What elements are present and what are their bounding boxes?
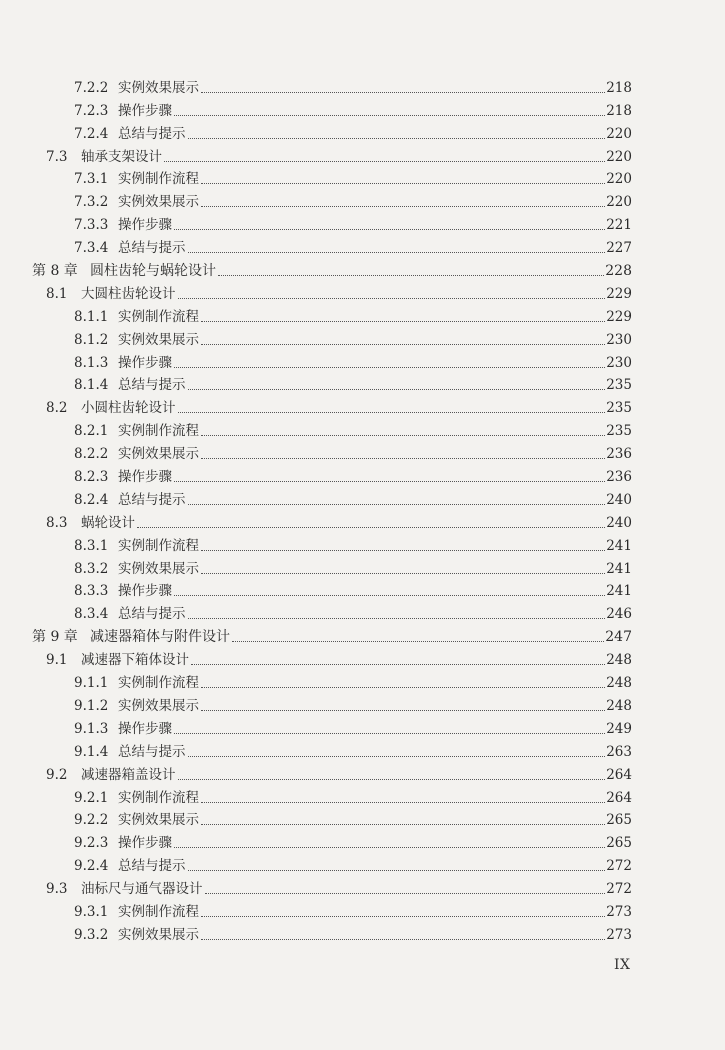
toc-entry-title: 实例效果展示 <box>118 697 199 714</box>
toc-entry-title: 圆柱齿轮与蜗轮设计 <box>90 263 216 280</box>
toc-entry-page: 220 <box>606 194 632 211</box>
toc-entry-title: 实例制作流程 <box>118 675 199 692</box>
toc-entry-number: 7.2.2 <box>74 79 109 96</box>
toc-subsection-entry <box>32 325 632 348</box>
toc-chapter-entry <box>32 622 632 645</box>
dot-leader <box>188 138 606 139</box>
toc-entry-number: 7.3 <box>46 148 68 165</box>
toc-entry-number: 8.1.2 <box>74 331 109 348</box>
toc-subsection-entry <box>32 119 632 142</box>
dot-leader <box>201 206 605 207</box>
toc-entry-title: 减速器箱盖设计 <box>81 766 176 783</box>
toc-entry-title: 实例效果展示 <box>118 194 199 211</box>
toc-entry-title: 减速器箱体与附件设计 <box>90 629 230 646</box>
toc-entry-page: 265 <box>606 835 632 852</box>
toc-entry-page: 229 <box>606 285 632 302</box>
toc-subsection-entry <box>32 485 632 508</box>
dot-leader <box>178 779 606 780</box>
toc-entry-number: 8.1.4 <box>74 377 109 394</box>
toc-entry-title: 总结与提示 <box>118 240 186 257</box>
toc-chapter-entry <box>32 256 632 279</box>
dot-leader <box>178 412 606 413</box>
toc-entry-page: 263 <box>606 743 632 760</box>
toc-entry-title: 实例效果展示 <box>118 812 199 829</box>
toc-subsection-entry <box>32 554 632 577</box>
toc-entry-number: 9.2.4 <box>74 858 109 875</box>
toc-entry-title: 操作步骤 <box>118 469 172 486</box>
dot-leader <box>201 92 605 93</box>
toc-entry-title: 操作步骤 <box>118 354 172 371</box>
toc-entry-page: 229 <box>606 308 632 325</box>
toc-entry-number: 8.3.3 <box>74 583 109 600</box>
toc-entry-title: 大圆柱齿轮设计 <box>81 285 176 302</box>
toc-entry-title: 总结与提示 <box>118 125 186 142</box>
toc-section-entry <box>32 760 632 783</box>
toc-section-entry <box>32 279 632 302</box>
toc-subsection-entry <box>32 73 632 96</box>
toc-subsection-entry <box>32 165 632 188</box>
toc-entry-page: 220 <box>606 148 632 165</box>
toc-entry-page: 249 <box>606 720 632 737</box>
dot-leader <box>201 687 605 688</box>
table-of-contents <box>32 73 632 943</box>
toc-subsection-entry <box>32 714 632 737</box>
toc-entry-page: 218 <box>606 79 632 96</box>
toc-section-entry <box>32 874 632 897</box>
toc-subsection-entry <box>32 439 632 462</box>
toc-entry-page: 247 <box>605 629 632 646</box>
toc-entry-page: 235 <box>606 400 632 417</box>
toc-entry-title: 蜗轮设计 <box>81 514 135 531</box>
toc-subsection-entry <box>32 668 632 691</box>
toc-entry-title: 操作步骤 <box>118 583 172 600</box>
toc-section-entry <box>32 508 632 531</box>
toc-entry-title: 操作步骤 <box>118 217 172 234</box>
dot-leader <box>218 275 604 276</box>
toc-entry-page: 241 <box>606 583 632 600</box>
toc-entry-page: 228 <box>605 263 632 280</box>
dot-leader <box>174 115 605 116</box>
toc-entry-title: 总结与提示 <box>118 377 186 394</box>
toc-entry-title: 总结与提示 <box>118 743 186 760</box>
toc-entry-number: 7.3.1 <box>74 171 109 188</box>
toc-subsection-entry <box>32 371 632 394</box>
toc-section-entry <box>32 142 632 165</box>
toc-subsection-entry <box>32 851 632 874</box>
toc-entry-page: 240 <box>606 514 632 531</box>
toc-subsection-entry <box>32 348 632 371</box>
toc-entry-number: 8.2.2 <box>74 446 109 463</box>
toc-subsection-entry <box>32 691 632 714</box>
toc-entry-title: 实例制作流程 <box>118 903 199 920</box>
toc-entry-page: 264 <box>606 766 632 783</box>
toc-entry-number: 9.1.4 <box>74 743 109 760</box>
toc-entry-title: 操作步骤 <box>118 835 172 852</box>
dot-leader <box>201 458 605 459</box>
toc-entry-page: 227 <box>606 240 632 257</box>
toc-entry-number: 7.3.4 <box>74 240 109 257</box>
toc-entry-title: 总结与提示 <box>118 491 186 508</box>
toc-subsection-entry <box>32 897 632 920</box>
toc-entry-number: 7.2.4 <box>74 125 109 142</box>
dot-leader <box>188 389 606 390</box>
dot-leader <box>188 756 606 757</box>
dot-leader <box>201 344 605 345</box>
toc-entry-number: 8.3.2 <box>74 560 109 577</box>
toc-subsection-entry <box>32 783 632 806</box>
page-number: IX <box>614 957 631 973</box>
dot-leader <box>201 573 605 574</box>
dot-leader <box>174 733 605 734</box>
dot-leader <box>188 252 606 253</box>
toc-entry-number: 9.2 <box>46 766 68 783</box>
toc-entry-title: 实例效果展示 <box>118 926 199 943</box>
dot-leader <box>178 298 606 299</box>
toc-subsection-entry <box>32 920 632 943</box>
dot-leader <box>201 802 605 803</box>
toc-entry-number: 8.1.1 <box>74 308 109 325</box>
toc-entry-page: 273 <box>606 903 632 920</box>
toc-entry-number: 8.1 <box>46 285 68 302</box>
toc-subsection-entry <box>32 737 632 760</box>
dot-leader <box>174 847 605 848</box>
toc-entry-number: 7.3.2 <box>74 194 109 211</box>
toc-entry-number: 8.2 <box>46 400 68 417</box>
toc-entry-title: 实例制作流程 <box>118 789 199 806</box>
toc-entry-page: 264 <box>606 789 632 806</box>
toc-entry-page: 235 <box>606 377 632 394</box>
toc-entry-page: 220 <box>606 125 632 142</box>
toc-entry-number: 8.2.4 <box>74 491 109 508</box>
dot-leader <box>201 939 605 940</box>
dot-leader <box>201 183 605 184</box>
toc-entry-page: 220 <box>606 171 632 188</box>
toc-entry-page: 240 <box>606 491 632 508</box>
toc-subsection-entry <box>32 599 632 622</box>
toc-subsection-entry <box>32 462 632 485</box>
toc-subsection-entry <box>32 302 632 325</box>
toc-entry-number: 8.3.1 <box>74 537 109 554</box>
toc-entry-page: 273 <box>606 926 632 943</box>
toc-entry-title: 实例制作流程 <box>118 423 199 440</box>
toc-entry-number: 9.3 <box>46 881 68 898</box>
toc-entry-title: 操作步骤 <box>118 720 172 737</box>
toc-entry-number: 第 9 章 <box>32 629 78 646</box>
toc-entry-number: 7.2.3 <box>74 102 109 119</box>
toc-entry-number: 8.2.1 <box>74 423 109 440</box>
dot-leader <box>174 595 605 596</box>
toc-entry-page: 236 <box>606 469 632 486</box>
toc-entry-number: 9.1.1 <box>74 675 109 692</box>
toc-entry-title: 实例效果展示 <box>118 560 199 577</box>
dot-leader <box>201 710 605 711</box>
toc-entry-number: 9.2.1 <box>74 789 109 806</box>
dot-leader <box>164 161 605 162</box>
toc-entry-page: 218 <box>606 102 632 119</box>
toc-entry-number: 第 8 章 <box>32 263 78 280</box>
dot-leader <box>188 618 606 619</box>
toc-entry-page: 265 <box>606 812 632 829</box>
toc-entry-title: 操作步骤 <box>118 102 172 119</box>
toc-entry-number: 8.1.3 <box>74 354 109 371</box>
dot-leader <box>188 504 606 505</box>
toc-entry-number: 9.3.2 <box>74 926 109 943</box>
toc-entry-number: 9.2.2 <box>74 812 109 829</box>
dot-leader <box>191 664 605 665</box>
toc-entry-page: 241 <box>606 537 632 554</box>
dot-leader <box>201 916 605 917</box>
toc-entry-number: 8.2.3 <box>74 469 109 486</box>
dot-leader <box>201 435 605 436</box>
toc-entry-number: 9.1 <box>46 652 68 669</box>
toc-section-entry <box>32 393 632 416</box>
toc-entry-number: 9.1.3 <box>74 720 109 737</box>
toc-entry-number: 8.3 <box>46 514 68 531</box>
dot-leader <box>205 893 606 894</box>
toc-entry-page: 236 <box>606 446 632 463</box>
toc-entry-title: 小圆柱齿轮设计 <box>81 400 176 417</box>
toc-entry-title: 油标尺与通气器设计 <box>81 881 203 898</box>
toc-entry-page: 235 <box>606 423 632 440</box>
toc-section-entry <box>32 645 632 668</box>
toc-subsection-entry <box>32 806 632 829</box>
toc-entry-number: 9.1.2 <box>74 697 109 714</box>
toc-entry-number: 9.3.1 <box>74 903 109 920</box>
dot-leader <box>174 481 605 482</box>
toc-subsection-entry <box>32 210 632 233</box>
toc-entry-title: 实例制作流程 <box>118 171 199 188</box>
toc-subsection-entry <box>32 187 632 210</box>
dot-leader <box>137 527 605 528</box>
dot-leader <box>174 367 605 368</box>
toc-subsection-entry <box>32 416 632 439</box>
dot-leader <box>201 824 605 825</box>
toc-entry-page: 272 <box>606 858 632 875</box>
toc-entry-page: 230 <box>606 331 632 348</box>
toc-subsection-entry <box>32 828 632 851</box>
toc-entry-page: 248 <box>606 652 632 669</box>
toc-entry-number: 7.3.3 <box>74 217 109 234</box>
toc-subsection-entry <box>32 531 632 554</box>
toc-entry-title: 实例效果展示 <box>118 331 199 348</box>
dot-leader <box>201 550 605 551</box>
toc-entry-title: 实例效果展示 <box>118 79 199 96</box>
dot-leader <box>201 321 605 322</box>
toc-entry-page: 230 <box>606 354 632 371</box>
toc-entry-page: 246 <box>606 606 632 623</box>
toc-entry-title: 实例制作流程 <box>118 308 199 325</box>
toc-subsection-entry <box>32 96 632 119</box>
dot-leader <box>232 641 604 642</box>
toc-entry-title: 总结与提示 <box>118 858 186 875</box>
toc-entry-title: 轴承支架设计 <box>81 148 162 165</box>
toc-entry-title: 减速器下箱体设计 <box>81 652 189 669</box>
dot-leader <box>188 870 606 871</box>
toc-entry-number: 9.2.3 <box>74 835 109 852</box>
toc-entry-title: 总结与提示 <box>118 606 186 623</box>
toc-entry-page: 272 <box>606 881 632 898</box>
toc-entry-page: 221 <box>606 217 632 234</box>
toc-entry-page: 241 <box>606 560 632 577</box>
toc-entry-title: 实例效果展示 <box>118 446 199 463</box>
toc-entry-page: 248 <box>606 675 632 692</box>
dot-leader <box>174 229 605 230</box>
toc-subsection-entry <box>32 577 632 600</box>
toc-entry-number: 8.3.4 <box>74 606 109 623</box>
toc-entry-page: 248 <box>606 697 632 714</box>
toc-subsection-entry <box>32 233 632 256</box>
toc-entry-title: 实例制作流程 <box>118 537 199 554</box>
